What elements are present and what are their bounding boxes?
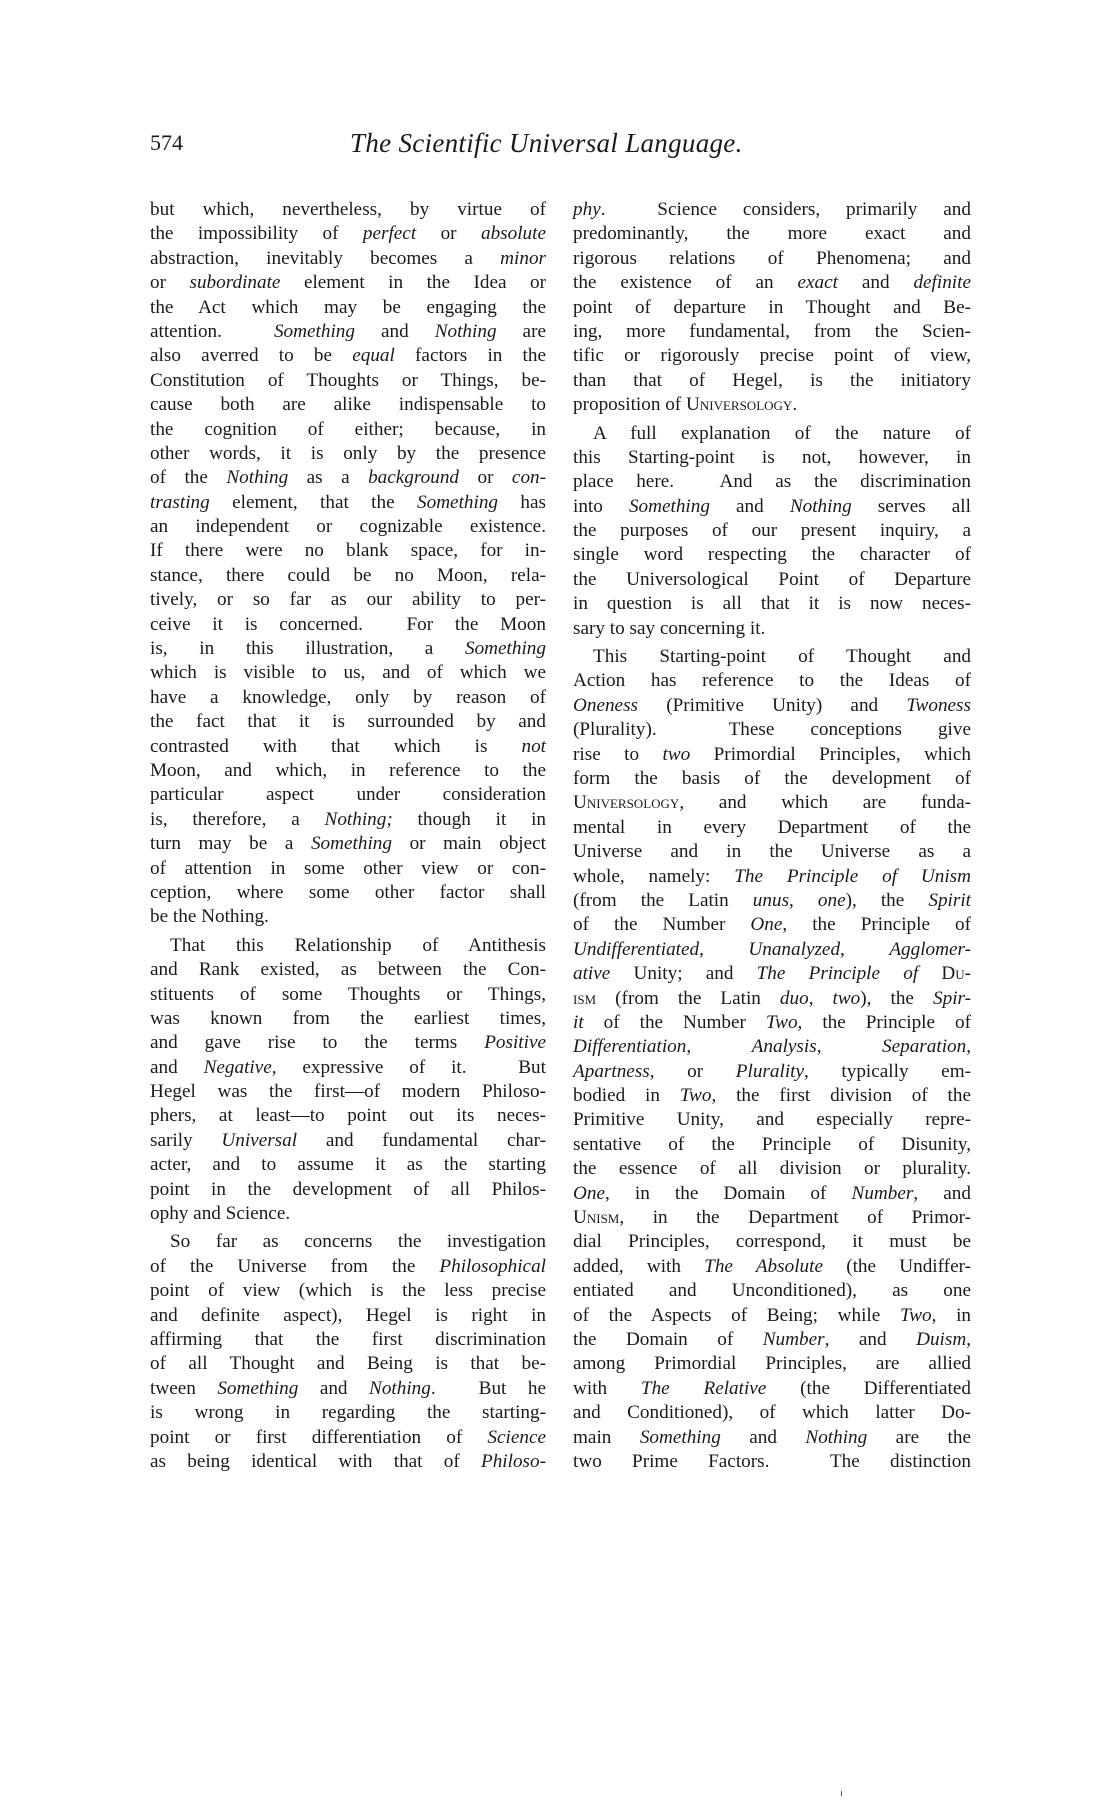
text-line: ophy and Science.	[150, 1203, 291, 1225]
text-line: dial Principles, correspond, it must be	[573, 1231, 971, 1253]
text-line: into Something and Nothing serves all	[573, 495, 971, 517]
text-line: Undifferentiated, Unanalyzed, Agglomer-	[573, 938, 971, 960]
text-line: Moon, and which, in reference to the	[150, 759, 546, 781]
text-line: tific or rigorously precise point of view,	[573, 345, 971, 367]
text-line: stituents of some Thoughts or Things,	[150, 983, 546, 1005]
text-line: sary to say concerning it.	[573, 617, 766, 639]
text-line: sarily Universal and fundamental char-	[150, 1129, 546, 1151]
text-line: So far as concerns the investigation	[170, 1231, 546, 1253]
text-line: it of the Number Two, the Principle of	[573, 1011, 971, 1033]
text-line: proposition of Universology.	[573, 394, 798, 416]
text-line: bodied in Two, the first division of the	[573, 1085, 971, 1107]
text-line: (from the Latin unus, one), the Spirit	[573, 889, 971, 911]
text-line: whole, namely: The Principle of Unism	[573, 865, 971, 887]
text-line: sentative of the Principle of Disunity,	[573, 1133, 971, 1155]
text-line: ative Unity; and The Principle of Du-	[573, 963, 971, 985]
text-line: single word respecting the character of	[573, 544, 971, 566]
text-line: predominantly, the more exact and	[573, 223, 971, 245]
text-line: mental in every Department of the	[573, 816, 971, 838]
text-line: and Conditioned), of which latter Do-	[573, 1402, 971, 1424]
text-line: of all Thought and Being is that be-	[150, 1353, 546, 1375]
text-line: of the Universe from the Philosophical	[150, 1255, 546, 1277]
text-line: Universology, and which are funda-	[573, 792, 971, 814]
text-line: added, with The Absolute (the Undiffer-	[573, 1255, 971, 1277]
text-line: ception, where some other factor shall	[150, 881, 546, 903]
text-line: entiated and Unconditioned), as one	[573, 1280, 971, 1302]
text-line: other words, it is only by the presence	[150, 442, 546, 464]
text-line: rigorous relations of Phenomena; and	[573, 247, 971, 269]
text-line: particular aspect under consideration	[150, 784, 546, 806]
text-line: stance, there could be no Moon, rela-	[150, 564, 546, 586]
text-line: If there were no blank space, for in-	[150, 540, 546, 562]
text-line: One, in the Domain of Number, and	[573, 1182, 971, 1204]
text-line: but which, nevertheless, by virtue of	[150, 199, 546, 220]
text-line: main Something and Nothing are the	[573, 1426, 971, 1448]
text-line: of the Nothing as a background or con-	[150, 467, 547, 489]
text-line: abstraction, inevitably becomes a minor	[150, 247, 546, 269]
text-line: trasting element, that the Something has	[150, 491, 546, 513]
text-line: Differentiation, Analysis, Separation,	[573, 1036, 972, 1058]
text-line: is, therefore, a Nothing; though it in	[150, 808, 546, 830]
running-title: The Scientific Universal Language.	[350, 128, 743, 158]
text-line: cause both are alike indispensable to	[150, 394, 546, 416]
text-line: and Rank existed, as between the Con-	[150, 959, 546, 981]
text-line: the essence of all division or plurality.	[573, 1158, 971, 1180]
text-line: point or first differentiation of Science	[150, 1426, 546, 1448]
text-line: is wrong in regarding the starting-	[150, 1402, 546, 1424]
text-line: be the Nothing.	[150, 906, 269, 928]
text-line: ceive it is concerned. For the Moon	[150, 613, 546, 635]
text-line: also averred to be equal factors in the	[150, 345, 546, 367]
text-line: in question is all that it is now neces-	[573, 593, 971, 615]
text-line: point of view (which is the less precise	[150, 1280, 546, 1302]
text-line: turn may be a Something or main object	[150, 833, 546, 855]
text-line: is, in this illustration, a Something	[150, 638, 546, 660]
scan-mark	[841, 1791, 842, 1796]
text-line: contrasted with that which is not	[150, 735, 546, 757]
text-line: tively, or so far as our ability to per-	[150, 589, 546, 611]
text-line: the existence of an exact and definite	[573, 272, 971, 294]
text-line: affirming that the first discrimination	[150, 1328, 546, 1350]
text-column-right	[573, 198, 971, 1474]
text-line: among Primordial Principles, are allied	[573, 1353, 971, 1375]
text-line: or subordinate element in the Idea or	[150, 272, 546, 294]
text-line: Hegel was the first—of modern Philoso-	[150, 1081, 546, 1103]
text-line: tween Something and Nothing. But he	[150, 1377, 546, 1399]
text-line: as being identical with that of Philoso-	[150, 1450, 546, 1472]
text-line: have a knowledge, only by reason of	[150, 686, 546, 708]
text-line: Oneness (Primitive Unity) and Twoness	[573, 694, 971, 716]
text-line: than that of Hegel, is the initiatory	[573, 369, 971, 391]
text-line: of attention in some other view or con-	[150, 857, 546, 879]
text-line: the cognition of either; because, in	[150, 418, 546, 440]
text-line: the Act which may be engaging the	[150, 296, 546, 318]
text-line: and Negative, expressive of it. But	[150, 1056, 546, 1078]
text-line: which is visible to us, and of which we	[150, 662, 546, 684]
text-line: phers, at least—to point out its neces-	[150, 1105, 546, 1127]
text-line: ism (from the Latin duo, two), the Spir-	[573, 987, 971, 1009]
text-line: and gave rise to the terms Positive	[150, 1032, 546, 1054]
text-line: ing, more fundamental, from the Scien-	[573, 320, 971, 342]
text-line: Action has reference to the Ideas of	[573, 670, 971, 692]
text-line: two Prime Factors. The distinction	[573, 1450, 971, 1472]
text-line: the fact that it is surrounded by and	[150, 711, 546, 733]
text-line: rise to two Primordial Principles, which	[573, 743, 971, 765]
text-line: Apartness, or Plurality, typically em-	[573, 1060, 972, 1082]
text-line: That this Relationship of Antithesis	[170, 934, 546, 956]
text-line: This Starting-point of Thought and	[593, 646, 971, 668]
text-line: of the Number One, the Principle of	[573, 914, 971, 936]
text-line: the purposes of our present inquiry, a	[573, 520, 971, 542]
text-line: point of departure in Thought and Be-	[573, 296, 971, 318]
text-column-left	[150, 198, 546, 1474]
text-line: place here. And as the discrimination	[573, 471, 971, 493]
text-line: acter, and to assume it as the starting	[150, 1154, 546, 1176]
text-line: Universe and in the Universe as a	[573, 841, 971, 863]
text-line: with The Relative (the Differentiated	[573, 1377, 971, 1399]
text-line: the Domain of Number, and Duism,	[573, 1328, 971, 1350]
text-line: Primitive Unity, and especially repre-	[573, 1109, 971, 1131]
text-line: (Plurality). These conceptions give	[573, 719, 971, 741]
text-line: the Universological Point of Departure	[573, 568, 971, 590]
text-line: form the basis of the development of	[573, 767, 971, 789]
text-line: Unism, in the Department of Primor-	[573, 1207, 971, 1229]
text-line: phy. Science considers, primarily and	[573, 199, 971, 220]
text-line: was known from the earliest times,	[150, 1007, 546, 1029]
text-line: an independent or cognizable existence.	[150, 516, 546, 538]
text-line: and definite aspect), Hegel is right in	[150, 1304, 546, 1326]
text-line: Constitution of Thoughts or Things, be-	[150, 369, 546, 391]
page-number: 574	[150, 130, 183, 155]
text-line: this Starting-point is not, however, in	[573, 446, 971, 468]
page-header	[150, 128, 980, 168]
text-line: attention. Something and Nothing are	[150, 320, 546, 342]
text-line: the impossibility of perfect or absolute	[150, 223, 546, 245]
text-line: A full explanation of the nature of	[593, 422, 971, 444]
text-line: point in the development of all Philos-	[150, 1178, 546, 1200]
text-line: of the Aspects of Being; while Two, in	[573, 1304, 971, 1326]
